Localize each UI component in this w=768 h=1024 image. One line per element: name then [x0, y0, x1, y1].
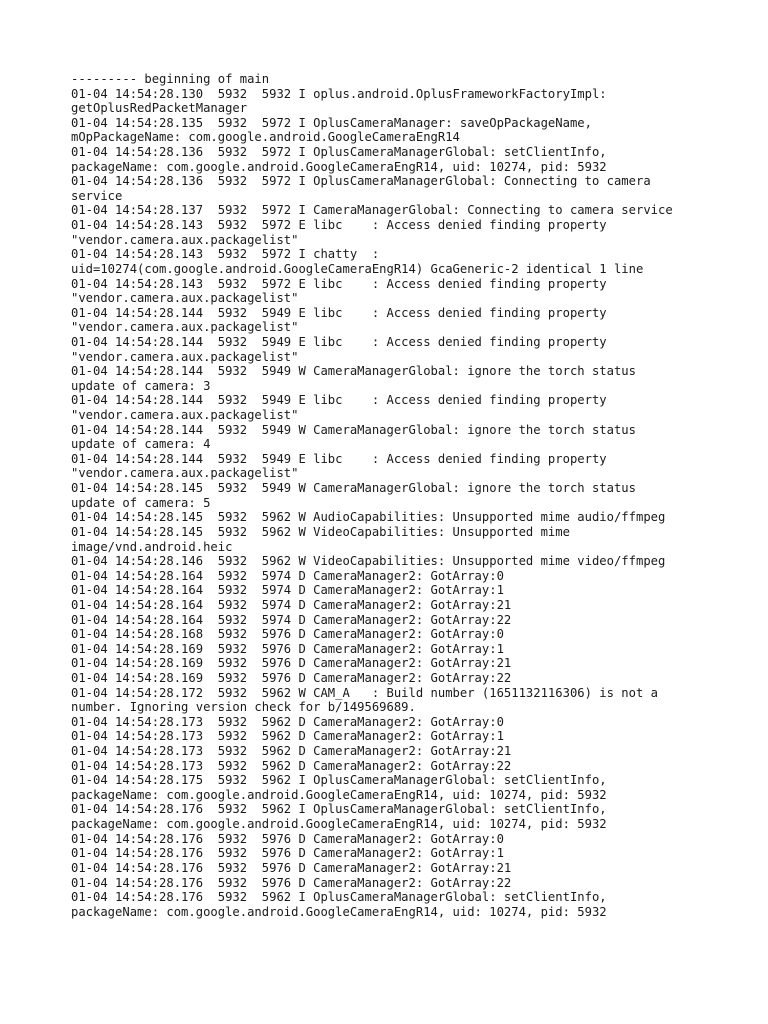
- log-line: 01-04 14:54:28.164 5932 5974 D CameraManager2: GotArray:21: [71, 597, 512, 612]
- log-line: 01-04 14:54:28.172 5932 5962 W CAM_A : Build number (1651132116306) is not a: [71, 685, 658, 700]
- log-line: 01-04 14:54:28.144 5932 5949 E libc : Access denied finding property: [71, 305, 607, 320]
- log-line: 01-04 14:54:28.143 5932 5972 I chatty :: [71, 247, 380, 262]
- log-line: "vendor.camera.aux.packagelist": [71, 408, 299, 423]
- log-line: packageName: com.google.android.GoogleCameraEngR14, uid: 10274, pid: 5932: [71, 817, 607, 832]
- log-line: number. Ignoring version check for b/149569689.: [71, 700, 416, 715]
- log-line: 01-04 14:54:28.143 5932 5972 E libc : Access denied finding property: [71, 276, 607, 291]
- log-line: --------- beginning of main: [71, 72, 270, 86]
- log-line: "vendor.camera.aux.packagelist": [71, 320, 299, 335]
- log-line: 01-04 14:54:28.144 5932 5949 W CameraManagerGlobal: ignore the torch status: [71, 422, 636, 437]
- log-line: uid=10274(com.google.android.GoogleCameraEngR14) GcaGeneric-2 identical 1 line: [71, 261, 644, 276]
- log-line: "vendor.camera.aux.packagelist": [71, 232, 299, 247]
- log-line: mOpPackageName: com.google.android.GoogleCameraEngR14: [71, 130, 460, 145]
- log-line: "vendor.camera.aux.packagelist": [71, 291, 299, 306]
- log-line: 01-04 14:54:28.173 5932 5962 D CameraManager2: GotArray:1: [71, 729, 504, 744]
- log-line: 01-04 14:54:28.176 5932 5976 D CameraManager2: GotArray:21: [71, 860, 512, 875]
- log-line: 01-04 14:54:28.145 5932 5949 W CameraManagerGlobal: ignore the torch status: [71, 481, 636, 496]
- log-line: packageName: com.google.android.GoogleCameraEngR14, uid: 10274, pid: 5932: [71, 159, 607, 174]
- log-line: 01-04 14:54:28.175 5932 5962 I OplusCameraManagerGlobal: setClientInfo,: [71, 773, 607, 788]
- log-line: update of camera: 4: [71, 437, 211, 452]
- log-line: image/vnd.android.heic: [71, 539, 233, 554]
- log-line: 01-04 14:54:28.136 5932 5972 I OplusCameraManagerGlobal: Connecting to camera: [71, 174, 651, 189]
- log-line: 01-04 14:54:28.173 5932 5962 D CameraManager2: GotArray:21: [71, 744, 512, 759]
- log-line: 01-04 14:54:28.169 5932 5976 D CameraManager2: GotArray:1: [71, 641, 504, 656]
- log-line: 01-04 14:54:28.144 5932 5949 W CameraManagerGlobal: ignore the torch status: [71, 364, 636, 379]
- log-line: update of camera: 3: [71, 378, 211, 393]
- log-line: 01-04 14:54:28.130 5932 5932 I oplus.android.OplusFrameworkFactoryImpl:: [71, 86, 607, 101]
- log-line: 01-04 14:54:28.173 5932 5962 D CameraManager2: GotArray:0: [71, 714, 504, 729]
- log-line: 01-04 14:54:28.164 5932 5974 D CameraManager2: GotArray:1: [71, 583, 504, 598]
- log-line: 01-04 14:54:28.168 5932 5976 D CameraManager2: GotArray:0: [71, 627, 504, 642]
- log-line: 01-04 14:54:28.143 5932 5972 E libc : Access denied finding property: [71, 218, 607, 233]
- log-line: 01-04 14:54:28.145 5932 5962 W VideoCapabilities: Unsupported mime: [71, 524, 570, 539]
- log-line: 01-04 14:54:28.164 5932 5974 D CameraManager2: GotArray:0: [71, 568, 504, 583]
- log-line: 01-04 14:54:28.137 5932 5972 I CameraManagerGlobal: Connecting to camera service: [71, 203, 673, 218]
- log-line: 01-04 14:54:28.173 5932 5962 D CameraManager2: GotArray:22: [71, 758, 512, 773]
- log-line: packageName: com.google.android.GoogleCameraEngR14, uid: 10274, pid: 5932: [71, 787, 607, 802]
- log-line: "vendor.camera.aux.packagelist": [71, 349, 299, 364]
- log-line: 01-04 14:54:28.136 5932 5972 I OplusCameraManagerGlobal: setClientInfo,: [71, 145, 607, 160]
- log-line: 01-04 14:54:28.176 5932 5976 D CameraManager2: GotArray:1: [71, 846, 504, 861]
- log-line: update of camera: 5: [71, 495, 211, 510]
- log-line: 01-04 14:54:28.145 5932 5962 W AudioCapabilities: Unsupported mime audio/ffmpeg: [71, 510, 666, 525]
- log-line: 01-04 14:54:28.146 5932 5962 W VideoCapabilities: Unsupported mime video/ffmpeg: [71, 554, 666, 569]
- log-line: getOplusRedPacketManager: [71, 101, 248, 116]
- log-line: 01-04 14:54:28.135 5932 5972 I OplusCameraManager: saveOpPackageName,: [71, 115, 592, 130]
- log-line: 01-04 14:54:28.176 5932 5976 D CameraManager2: GotArray:0: [71, 831, 504, 846]
- log-line: packageName: com.google.android.GoogleCameraEngR14, uid: 10274, pid: 5932: [71, 904, 607, 919]
- log-line: service: [71, 188, 123, 203]
- log-line: 01-04 14:54:28.144 5932 5949 E libc : Access denied finding property: [71, 334, 607, 349]
- log-line: 01-04 14:54:28.169 5932 5976 D CameraManager2: GotArray:21: [71, 656, 512, 671]
- log-line: 01-04 14:54:28.144 5932 5949 E libc : Access denied finding property: [71, 451, 607, 466]
- log-line: 01-04 14:54:28.169 5932 5976 D CameraManager2: GotArray:22: [71, 670, 512, 685]
- log-text-block: [71, 72, 751, 919]
- log-line: 01-04 14:54:28.176 5932 5976 D CameraManager2: GotArray:22: [71, 875, 512, 890]
- log-line: 01-04 14:54:28.164 5932 5974 D CameraManager2: GotArray:22: [71, 612, 512, 627]
- log-line: "vendor.camera.aux.packagelist": [71, 466, 299, 481]
- log-line: 01-04 14:54:28.176 5932 5962 I OplusCameraManagerGlobal: setClientInfo,: [71, 802, 607, 817]
- log-line: 01-04 14:54:28.176 5932 5962 I OplusCameraManagerGlobal: setClientInfo,: [71, 890, 607, 905]
- log-line: 01-04 14:54:28.144 5932 5949 E libc : Access denied finding property: [71, 393, 607, 408]
